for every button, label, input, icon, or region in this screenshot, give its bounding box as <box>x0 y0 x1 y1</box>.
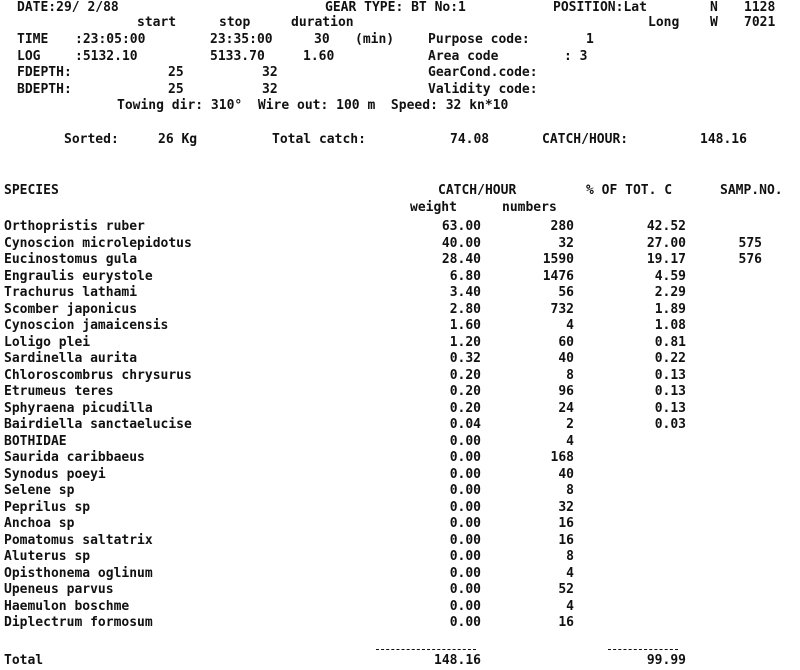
catch-numbers: 8 <box>566 483 574 498</box>
catch-weight: 0.00 <box>449 533 481 548</box>
log-label: LOG <box>17 49 41 64</box>
catch-numbers: 96 <box>558 384 574 399</box>
species-name: BOTHIDAE <box>4 434 67 449</box>
species-name: Etrumeus teres <box>4 384 114 399</box>
total-catch-value: 74.08 <box>450 132 490 147</box>
catch-weight: 0.00 <box>449 566 481 581</box>
catch-weight: 0.00 <box>449 582 481 597</box>
species-name: Diplectrum formosum <box>4 615 153 630</box>
catch-weight: 0.20 <box>449 401 481 416</box>
long-label: Long <box>648 15 680 30</box>
catch-weight: 0.00 <box>449 467 481 482</box>
area-code-value: : 3 <box>564 49 588 64</box>
catch-numbers: 2 <box>566 417 574 432</box>
catch-weight: 1.60 <box>449 318 481 333</box>
fdepth-label: FDEPTH: <box>17 65 72 80</box>
pct-of-total: 19.17 <box>646 252 686 267</box>
catch-numbers: 32 <box>558 500 574 515</box>
gear-type: GEAR TYPE: BT No:1 <box>325 0 466 15</box>
species-name: Sphyraena picudilla <box>4 401 153 416</box>
catch-numbers: 4 <box>566 434 574 449</box>
catch-numbers: 40 <box>558 351 574 366</box>
catch-weight: 40.00 <box>441 236 481 251</box>
sorted-label: Sorted: <box>64 132 119 147</box>
time-unit: (min) <box>355 32 395 47</box>
log-stop: 5133.70 <box>210 49 265 64</box>
sample-number: 575 <box>738 236 762 251</box>
species-name: Pomatomus saltatrix <box>4 533 153 548</box>
time-stop: 23:35:00 <box>210 32 273 47</box>
sub-weight-header: weight <box>410 200 457 215</box>
sorted-value: 26 Kg <box>158 132 198 147</box>
pct-of-total: 42.52 <box>646 219 686 234</box>
bdepth-start: 25 <box>168 82 184 97</box>
lat-direction: N <box>710 0 718 15</box>
species-name: Aluterus sp <box>4 549 91 564</box>
log-duration: 1.60 <box>303 49 335 64</box>
catch-numbers: 8 <box>566 368 574 383</box>
catch-weight: 3.40 <box>449 285 481 300</box>
catch-numbers: 60 <box>558 335 574 350</box>
total-catch-label: Total catch: <box>272 132 366 147</box>
species-name: Orthopristis ruber <box>4 219 145 234</box>
species-name: Bairdiella sanctaelucise <box>4 417 192 432</box>
pct-of-total: 0.03 <box>654 417 686 432</box>
species-name: Synodus poeyi <box>4 467 106 482</box>
catch-numbers: 16 <box>558 615 574 630</box>
catch-weight: 2.80 <box>449 302 481 317</box>
pct-of-total: 4.59 <box>654 269 686 284</box>
catch-numbers: 52 <box>558 582 574 597</box>
species-name: Upeneus parvus <box>4 582 114 597</box>
catch-weight: 0.00 <box>449 516 481 531</box>
pct-of-total: 1.08 <box>654 318 686 333</box>
catch-weight: 0.00 <box>449 434 481 449</box>
species-name: Engraulis eurystole <box>4 269 153 284</box>
fdepth-start: 25 <box>168 65 184 80</box>
species-name: Peprilus sp <box>4 500 91 515</box>
species-name: Eucinostomus gula <box>4 252 138 267</box>
catch-numbers: 4 <box>566 566 574 581</box>
fdepth-stop: 32 <box>262 65 278 80</box>
long-value: 7021 <box>744 15 776 30</box>
long-direction: W <box>710 15 718 30</box>
sub-numbers-header: numbers <box>502 200 557 215</box>
catch-numbers: 1590 <box>542 252 574 267</box>
pct-of-total: 1.89 <box>654 302 686 317</box>
catch-numbers: 732 <box>550 302 574 317</box>
species-name: Haemulon boschme <box>4 599 130 614</box>
time-label: TIME <box>17 32 49 47</box>
species-name: Scomber japonicus <box>4 302 138 317</box>
catch-numbers: 4 <box>566 318 574 333</box>
catch-weight: 1.20 <box>449 335 481 350</box>
catch-weight: 0.32 <box>449 351 481 366</box>
catch-numbers: 56 <box>558 285 574 300</box>
species-name: Cynoscion microlepidotus <box>4 236 192 251</box>
pct-of-total: 2.29 <box>654 285 686 300</box>
catch-numbers: 8 <box>566 549 574 564</box>
pct-of-total: 0.13 <box>654 384 686 399</box>
species-name: Anchoa sp <box>4 516 75 531</box>
col-samp-header: SAMP.NO. <box>720 183 783 198</box>
pct-of-total: 0.81 <box>654 335 686 350</box>
catch-numbers: 168 <box>550 450 574 465</box>
catch-numbers: 16 <box>558 533 574 548</box>
species-name: Opisthonema oglinum <box>4 566 153 581</box>
catch-weight: 0.00 <box>449 549 481 564</box>
pct-of-total: 0.13 <box>654 368 686 383</box>
total-pct-rule <box>608 649 678 650</box>
catch-weight: 0.04 <box>449 417 481 432</box>
duration-label: duration <box>291 15 354 30</box>
time-duration: 30 <box>314 32 330 47</box>
catch-weight: 0.20 <box>449 384 481 399</box>
total-weight-rule <box>376 649 476 650</box>
species-name: Sardinella aurita <box>4 351 138 366</box>
sample-number: 576 <box>738 252 762 267</box>
species-name: Cynoscion jamaicensis <box>4 318 169 333</box>
start-label: start <box>137 15 177 30</box>
catch-weight: 63.00 <box>441 219 481 234</box>
col-species-header: SPECIES <box>4 183 59 198</box>
catch-weight: 28.40 <box>441 252 481 267</box>
catch-per-hour-value: 148.16 <box>700 132 747 147</box>
purpose-code-value: 1 <box>586 32 594 47</box>
species-name: Chloroscombrus chrysurus <box>4 368 192 383</box>
catch-numbers: 16 <box>558 516 574 531</box>
date-label: DATE:29/ 2/88 <box>17 0 119 15</box>
catch-weight: 0.00 <box>449 483 481 498</box>
species-name: Saurida caribbaeus <box>4 450 145 465</box>
total-weight: 148.16 <box>434 653 481 668</box>
log-start: :5132.10 <box>75 49 138 64</box>
pct-of-total: 0.13 <box>654 401 686 416</box>
col-catch-header: CATCH/HOUR <box>438 183 517 198</box>
validity-label: Validity code: <box>428 82 538 97</box>
catch-numbers: 32 <box>558 236 574 251</box>
catch-per-hour-label: CATCH/HOUR: <box>542 132 629 147</box>
area-code-label: Area code <box>428 49 499 64</box>
catch-numbers: 1476 <box>542 269 574 284</box>
col-pct-header: % OF TOT. C <box>586 183 673 198</box>
pct-of-total: 27.00 <box>646 236 686 251</box>
catch-numbers: 4 <box>566 599 574 614</box>
species-name: Selene sp <box>4 483 75 498</box>
purpose-code-label: Purpose code: <box>428 32 530 47</box>
bdepth-label: BDEPTH: <box>17 82 72 97</box>
catch-numbers: 280 <box>550 219 574 234</box>
catch-weight: 6.80 <box>449 269 481 284</box>
towing-line: Towing dir: 310° Wire out: 100 m Speed: 32 kn*10 <box>117 98 509 113</box>
catch-weight: 0.20 <box>449 368 481 383</box>
catch-weight: 0.00 <box>449 500 481 515</box>
species-name: Loligo plei <box>4 335 91 350</box>
catch-numbers: 24 <box>558 401 574 416</box>
catch-numbers: 40 <box>558 467 574 482</box>
pct-of-total: 0.22 <box>654 351 686 366</box>
total-pct: 99.99 <box>646 653 686 668</box>
time-start: :23:05:00 <box>75 32 146 47</box>
catch-weight: 0.00 <box>449 450 481 465</box>
position-label: POSITION:Lat <box>553 0 647 15</box>
lat-value: 1128 <box>744 0 776 15</box>
catch-weight: 0.00 <box>449 599 481 614</box>
bdepth-stop: 32 <box>262 82 278 97</box>
total-label: Total <box>4 653 44 668</box>
catch-weight: 0.00 <box>449 615 481 630</box>
stop-label: stop <box>219 15 251 30</box>
species-name: Trachurus lathami <box>4 285 138 300</box>
gearcond-label: GearCond.code: <box>428 65 538 80</box>
